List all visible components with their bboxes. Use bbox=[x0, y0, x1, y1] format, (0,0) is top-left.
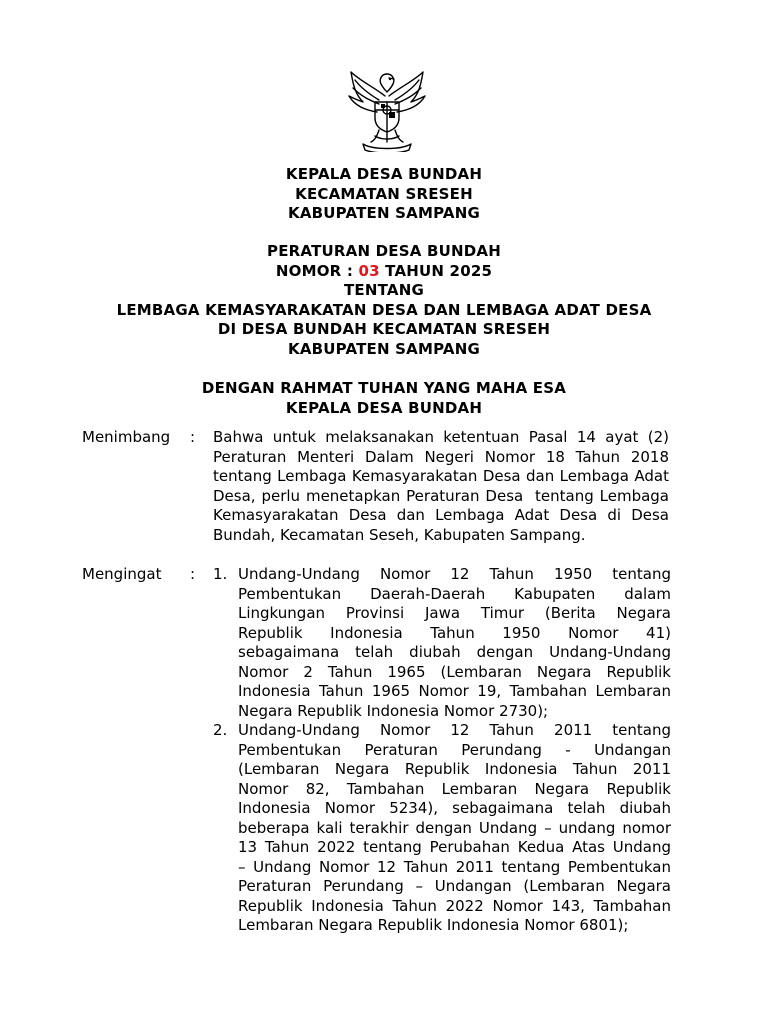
nomor-number: 03 bbox=[358, 261, 380, 280]
title-subject-3: KABUPATEN SAMPANG bbox=[288, 339, 480, 358]
opening-formula bbox=[0, 379, 768, 418]
menimbang-line: Bundah, Kecamatan Seseh, Kabupaten Sampang. bbox=[213, 525, 586, 544]
menimbang-line: Bahwa untuk melaksanakan ketentuan Pasal 14 ayat (2) bbox=[213, 428, 669, 446]
list-item bbox=[213, 565, 671, 721]
mengingat-label: Mengingat bbox=[82, 565, 162, 583]
list-item-line: Indonesia Nomor 5234), sebagaimana telah diubah bbox=[238, 799, 671, 817]
list-item-line: Undang-Undang Nomor 12 Tahun 1950 tentang bbox=[238, 565, 671, 583]
opening-line-1: DENGAN RAHMAT TUHAN YANG MAHA ESA bbox=[201, 379, 567, 397]
menimbang-text bbox=[213, 428, 669, 545]
regulation-title bbox=[0, 242, 768, 359]
title-line-1: PERATURAN DESA BUNDAH bbox=[267, 242, 501, 260]
list-item-line: Pembentukan Peraturan Perundang - Undangan bbox=[238, 740, 671, 759]
list-item-text bbox=[238, 565, 671, 721]
list-item-line: beberapa kali terakhir dengan Undang – undang nomor bbox=[238, 818, 671, 837]
list-item-line: Undang-Undang Nomor 12 Tahun 2011 tentang bbox=[238, 721, 671, 739]
list-item-line: Republik Indonesia Tahun 2022 Nomor 143, Tambahan bbox=[238, 896, 671, 915]
list-item-line: (Lembaran Negara Republik Indonesia Tahun 2011 bbox=[238, 760, 671, 778]
nomor-suffix: TAHUN 2025 bbox=[379, 261, 493, 280]
document-header bbox=[0, 165, 768, 224]
list-item-line: Peraturan Perundang – Undangan (Lembaran Negara bbox=[238, 877, 671, 895]
list-item-line: – Undang Nomor 12 Tahun 2011 tentang Pembentukan bbox=[238, 857, 671, 876]
mengingat-list bbox=[213, 565, 671, 936]
menimbang-line: Kemasyarakatan Desa dan Lembaga Adat Desa di Desa bbox=[213, 506, 669, 524]
list-item-line: Pembentukan Daerah-Daerah Kabupaten dalam bbox=[238, 584, 671, 603]
list-item-line: Nomor 82, Tambahan Lembaran Negara Republik bbox=[238, 779, 671, 798]
header-line-3: KABUPATEN SAMPANG bbox=[288, 204, 480, 222]
list-item-line: Indonesia Tahun 1965 Nomor 19, Tambahan Lembaran bbox=[238, 682, 671, 700]
list-item-line: sebagaimana telah diubah dengan Undang-Undang bbox=[238, 643, 671, 661]
list-item-line: Lembaran Negara Republik Indonesia Nomor 6801); bbox=[238, 916, 629, 934]
list-item bbox=[213, 721, 671, 936]
menimbang-colon: : bbox=[190, 428, 196, 446]
garuda-emblem-icon bbox=[345, 66, 429, 152]
list-item-text bbox=[238, 721, 671, 936]
opening-line-2: KEPALA DESA BUNDAH bbox=[285, 398, 483, 417]
header-line-1: KEPALA DESA BUNDAH bbox=[285, 165, 483, 183]
list-item-line: Lingkungan Provinsi Jawa Timur (Berita Negara bbox=[238, 604, 671, 622]
list-item-line: Negara Republik Indonesia Nomor 2730); bbox=[238, 701, 549, 720]
header-line-2: KECAMATAN SRESEH bbox=[295, 184, 473, 203]
nomor-prefix: NOMOR : bbox=[275, 261, 359, 280]
list-item-number: 2. bbox=[213, 721, 228, 739]
mengingat-colon: : bbox=[190, 565, 196, 583]
menimbang-line: Peraturan Menteri Dalam Negeri Nomor 18 Tahun 2018 bbox=[213, 447, 669, 466]
menimbang-line: tentang Lembaga Kemasyarakatan Desa dan Lembaga Adat bbox=[213, 467, 669, 485]
title-tentang: TENTANG bbox=[344, 281, 424, 299]
title-nomor bbox=[0, 262, 768, 282]
list-item-line: Republik Indonesia Tahun 1950 Nomor 41) bbox=[238, 623, 671, 642]
list-item-line: 13 Tahun 2022 tentang Perubahan Kedua Atas Undang bbox=[238, 838, 671, 856]
title-subject-2: DI DESA BUNDAH KECAMATAN SRESEH bbox=[217, 320, 551, 338]
title-subject-1: LEMBAGA KEMASYARAKATAN DESA DAN LEMBAGA ADAT DESA bbox=[116, 300, 652, 319]
menimbang-label: Menimbang bbox=[82, 428, 171, 446]
menimbang-line: Desa, perlu menetapkan Peraturan Desa tentang Lembaga bbox=[213, 486, 669, 505]
list-item-line: Nomor 2 Tahun 1965 (Lembaran Negara Republik bbox=[238, 662, 671, 681]
list-item-number: 1. bbox=[213, 565, 228, 583]
